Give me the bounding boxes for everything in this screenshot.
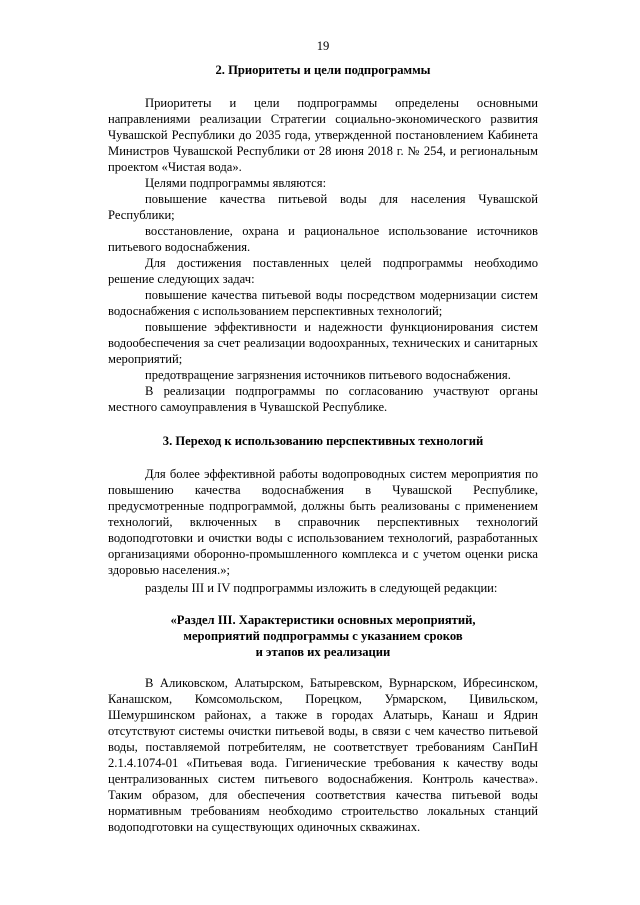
section-2-paragraph-tasks-intro: Для достижения поставленных целей подпрограммы необходимо решение следующих задач: bbox=[108, 256, 538, 286]
section-2-paragraph-goals-intro: Целями подпрограммы являются: bbox=[145, 176, 327, 190]
section-3-body bbox=[108, 466, 538, 578]
page-number: 19 bbox=[316, 39, 330, 53]
section-2-goal-restoration: восстановление, охрана и рациональное использование источников питьевого водоснабжения. bbox=[108, 224, 538, 254]
section-3-title: 3. Переход к использованию перспективных технологий bbox=[162, 434, 484, 448]
section-2-task-modernization: повышение качества питьевой воды посредством модернизации систем водоснабжения с использованием перспективных технологий; bbox=[108, 288, 538, 318]
instruction-paragraph: разделы III и IV подпрограммы изложить в следующей редакции: bbox=[145, 581, 498, 595]
section-iii-title-line-3: и этапов их реализации bbox=[255, 645, 391, 659]
section-2-title: 2. Приоритеты и цели подпрограммы bbox=[215, 63, 431, 77]
section-iii-title-line-2: мероприятий подпрограммы с указанием сроков bbox=[183, 629, 463, 643]
section-iii-paragraph: В Аликовском, Алатырском, Батыревском, Вурнарском, Ибресинском, Канашском, Комсомольском, Порецком, Урмарском, Цивильском, Шемуршинском районах, а также в городах Алатырь, Канаш и Ядрин отсутствуют системы очистки питьевой воды, в связи с чем качество питьевой воды, поставляемой потребителям, не соответствует требованиям СанПиН 2.1.4.1074-01 «Питьевая вода. Гигиенические требования к качеству воды централизованных систем питьевого водоснабжения. Контроль качества». Таким образом, для обеспечения соответствия качества питьевой воды нормативным требованиям необходимо строительство локальных станций водоподготовки на существующих одиночных скважинах. bbox=[108, 676, 538, 834]
instruction-text bbox=[108, 580, 538, 596]
section-3-paragraph: Для более эффективной работы водопроводных систем мероприятия по повышению качества водоснабжения в Чувашской Республике, предусмотренные подпрограммой, должны быть реализованы с применением технологий, включенных в справочник перспективных технологий водоподготовки и очистки воды с использованием технологий, разработанных организациями оборонно-промышленного комплекса и с учетом оценки риска здоровью населения.»; bbox=[108, 467, 538, 577]
section-2-task-efficiency: повышение эффективности и надежности функционирования систем водообеспечения за счет реализации водоохранных, технических и санитарных мероприятий; bbox=[108, 320, 538, 366]
section-2-goal-quality: повышение качества питьевой воды для населения Чувашской Республики; bbox=[108, 192, 538, 222]
section-iii-title-line-1: «Раздел III. Характеристики основных мероприятий, bbox=[170, 613, 476, 627]
section-2-task-pollution: предотвращение загрязнения источников питьевого водоснабжения. bbox=[145, 368, 511, 382]
section-iii-body bbox=[108, 675, 538, 835]
section-2-paragraph-participants: В реализации подпрограммы по согласованию участвуют органы местного самоуправления в Чувашской Республике. bbox=[108, 384, 538, 414]
document-page bbox=[108, 0, 538, 905]
section-2-body bbox=[108, 95, 538, 415]
section-2-paragraph-priorities: Приоритеты и цели подпрограммы определены основными направлениями реализации Стратегии социально-экономического развития Чувашской Республики до 2035 года, утвержденной постановлением Кабинета Министров Чувашской Республики от 28 июня 2018 г. № 254, и региональным проектом «Чистая вода». bbox=[108, 96, 538, 174]
